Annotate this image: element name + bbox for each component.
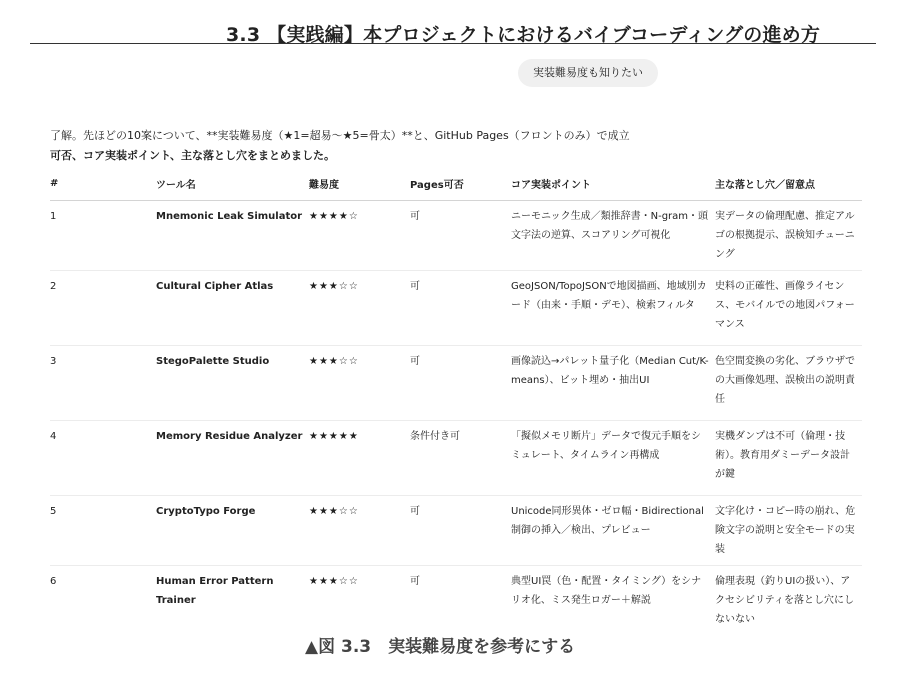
figure-caption: ▲図 3.3 実装難易度を参考にする xyxy=(305,637,576,657)
cell-pitfalls: 色空間変換の劣化、ブラウザでの大画像処理、誤検出の説明責任 xyxy=(715,346,862,421)
cell-number: 1 xyxy=(50,201,156,271)
cell-tool-name: Mnemonic Leak Simulator xyxy=(156,201,309,271)
cell-difficulty: ★★★☆☆ xyxy=(309,346,410,421)
cell-core-points: GeoJSON/TopoJSONで地図描画、地域別カード（由来・手順・デモ）、検索フィルタ xyxy=(511,271,715,346)
col-header-pages: Pages可否 xyxy=(410,172,511,201)
cell-core-points: Unicode同形異体・ゼロ幅・Bidirectional制御の挿入／検出、プレビュー xyxy=(511,496,715,566)
cell-number: 4 xyxy=(50,421,156,496)
response-intro xyxy=(50,126,630,166)
cell-tool-name: CryptoTypo Forge xyxy=(156,496,309,566)
cell-number: 2 xyxy=(50,271,156,346)
cell-pitfalls: 史料の正確性、画像ライセンス、モバイルでの地図パフォーマンス xyxy=(715,271,862,346)
col-header-tool-name: ツール名 xyxy=(156,172,309,201)
cell-pages: 可 xyxy=(410,576,420,587)
user-message-bubble: 実装難易度も知りたい xyxy=(518,59,658,87)
table-row xyxy=(50,201,862,271)
cell-pages: 可 xyxy=(410,201,511,271)
col-header-core-points: コア実装ポイント xyxy=(511,172,715,201)
cell-core-points: 「擬似メモリ断片」データで復元手順をシミュレート、タイムライン再構成 xyxy=(511,421,715,496)
cell-number: 5 xyxy=(50,496,156,566)
cell-difficulty: ★★★★★ xyxy=(309,421,410,496)
cell-core-points: 典型UI罠（色・配置・タイミング）をシナリオ化、ミス発生ロガー＋解説 xyxy=(511,576,702,606)
table-row xyxy=(50,566,862,636)
cell-difficulty: ★★★★☆ xyxy=(309,201,410,271)
table-row xyxy=(50,271,862,346)
table-row xyxy=(50,496,862,566)
cell-core-points: 画像読込→パレット量子化（Median Cut/K-means）、ビット埋め・抽出UI xyxy=(511,346,715,421)
cell-difficulty: ★★★☆☆ xyxy=(309,271,410,346)
heading-divider xyxy=(30,43,876,44)
response-intro-line-2: 可否、コア実装ポイント、主な落とし穴をまとめました。 xyxy=(50,149,336,162)
cell-core-points: ニーモニック生成／類推辞書・N-gram・頭文字法の逆算、スコアリング可視化 xyxy=(511,201,715,271)
difficulty-table xyxy=(50,172,862,635)
col-header-number: # xyxy=(50,172,156,201)
response-intro-line-1: 了解。先ほどの10案について、**実装難易度（★1=超易〜★5=骨太）**と、GitHub Pages（フロントのみ）で成立 xyxy=(50,129,630,142)
table-header-row xyxy=(50,172,862,201)
cell-tool-name: Memory Residue Analyzer xyxy=(156,421,309,496)
cell-pitfalls: 文字化け・コピー時の崩れ、危険文字の説明と安全モードの実装 xyxy=(715,496,862,566)
col-header-pitfalls: 主な落とし穴／留意点 xyxy=(715,172,862,201)
cell-number: 6 xyxy=(50,576,57,587)
cell-pitfalls: 実機ダンプは不可（倫理・技術）。教育用ダミーデータ設計が鍵 xyxy=(715,421,862,496)
cell-number: 3 xyxy=(50,346,156,421)
cell-tool-name: Cultural Cipher Atlas xyxy=(156,271,309,346)
cell-difficulty: ★★★☆☆ xyxy=(309,576,359,587)
table-row xyxy=(50,421,862,496)
cell-tool-name: Human Error Pattern Trainer xyxy=(156,576,274,606)
cell-tool-name: StegoPalette Studio xyxy=(156,346,309,421)
cell-difficulty: ★★★☆☆ xyxy=(309,496,410,566)
cell-pitfalls: 倫理表現（釣りUIの扱い）、アクセシビリティを落とし穴にしないない xyxy=(715,576,854,625)
cell-pages: 可 xyxy=(410,346,511,421)
cell-pages: 可 xyxy=(410,271,511,346)
cell-pages: 条件付き可 xyxy=(410,421,511,496)
table-row xyxy=(50,346,862,421)
col-header-difficulty: 難易度 xyxy=(309,172,410,201)
section-heading: 3.3 【実践編】本プロジェクトにおけるバイブコーディングの進め方 xyxy=(226,24,821,46)
cell-pages: 可 xyxy=(410,496,511,566)
cell-pitfalls: 実データの倫理配慮、推定アルゴの根拠提示、誤検知チューニング xyxy=(715,201,862,271)
